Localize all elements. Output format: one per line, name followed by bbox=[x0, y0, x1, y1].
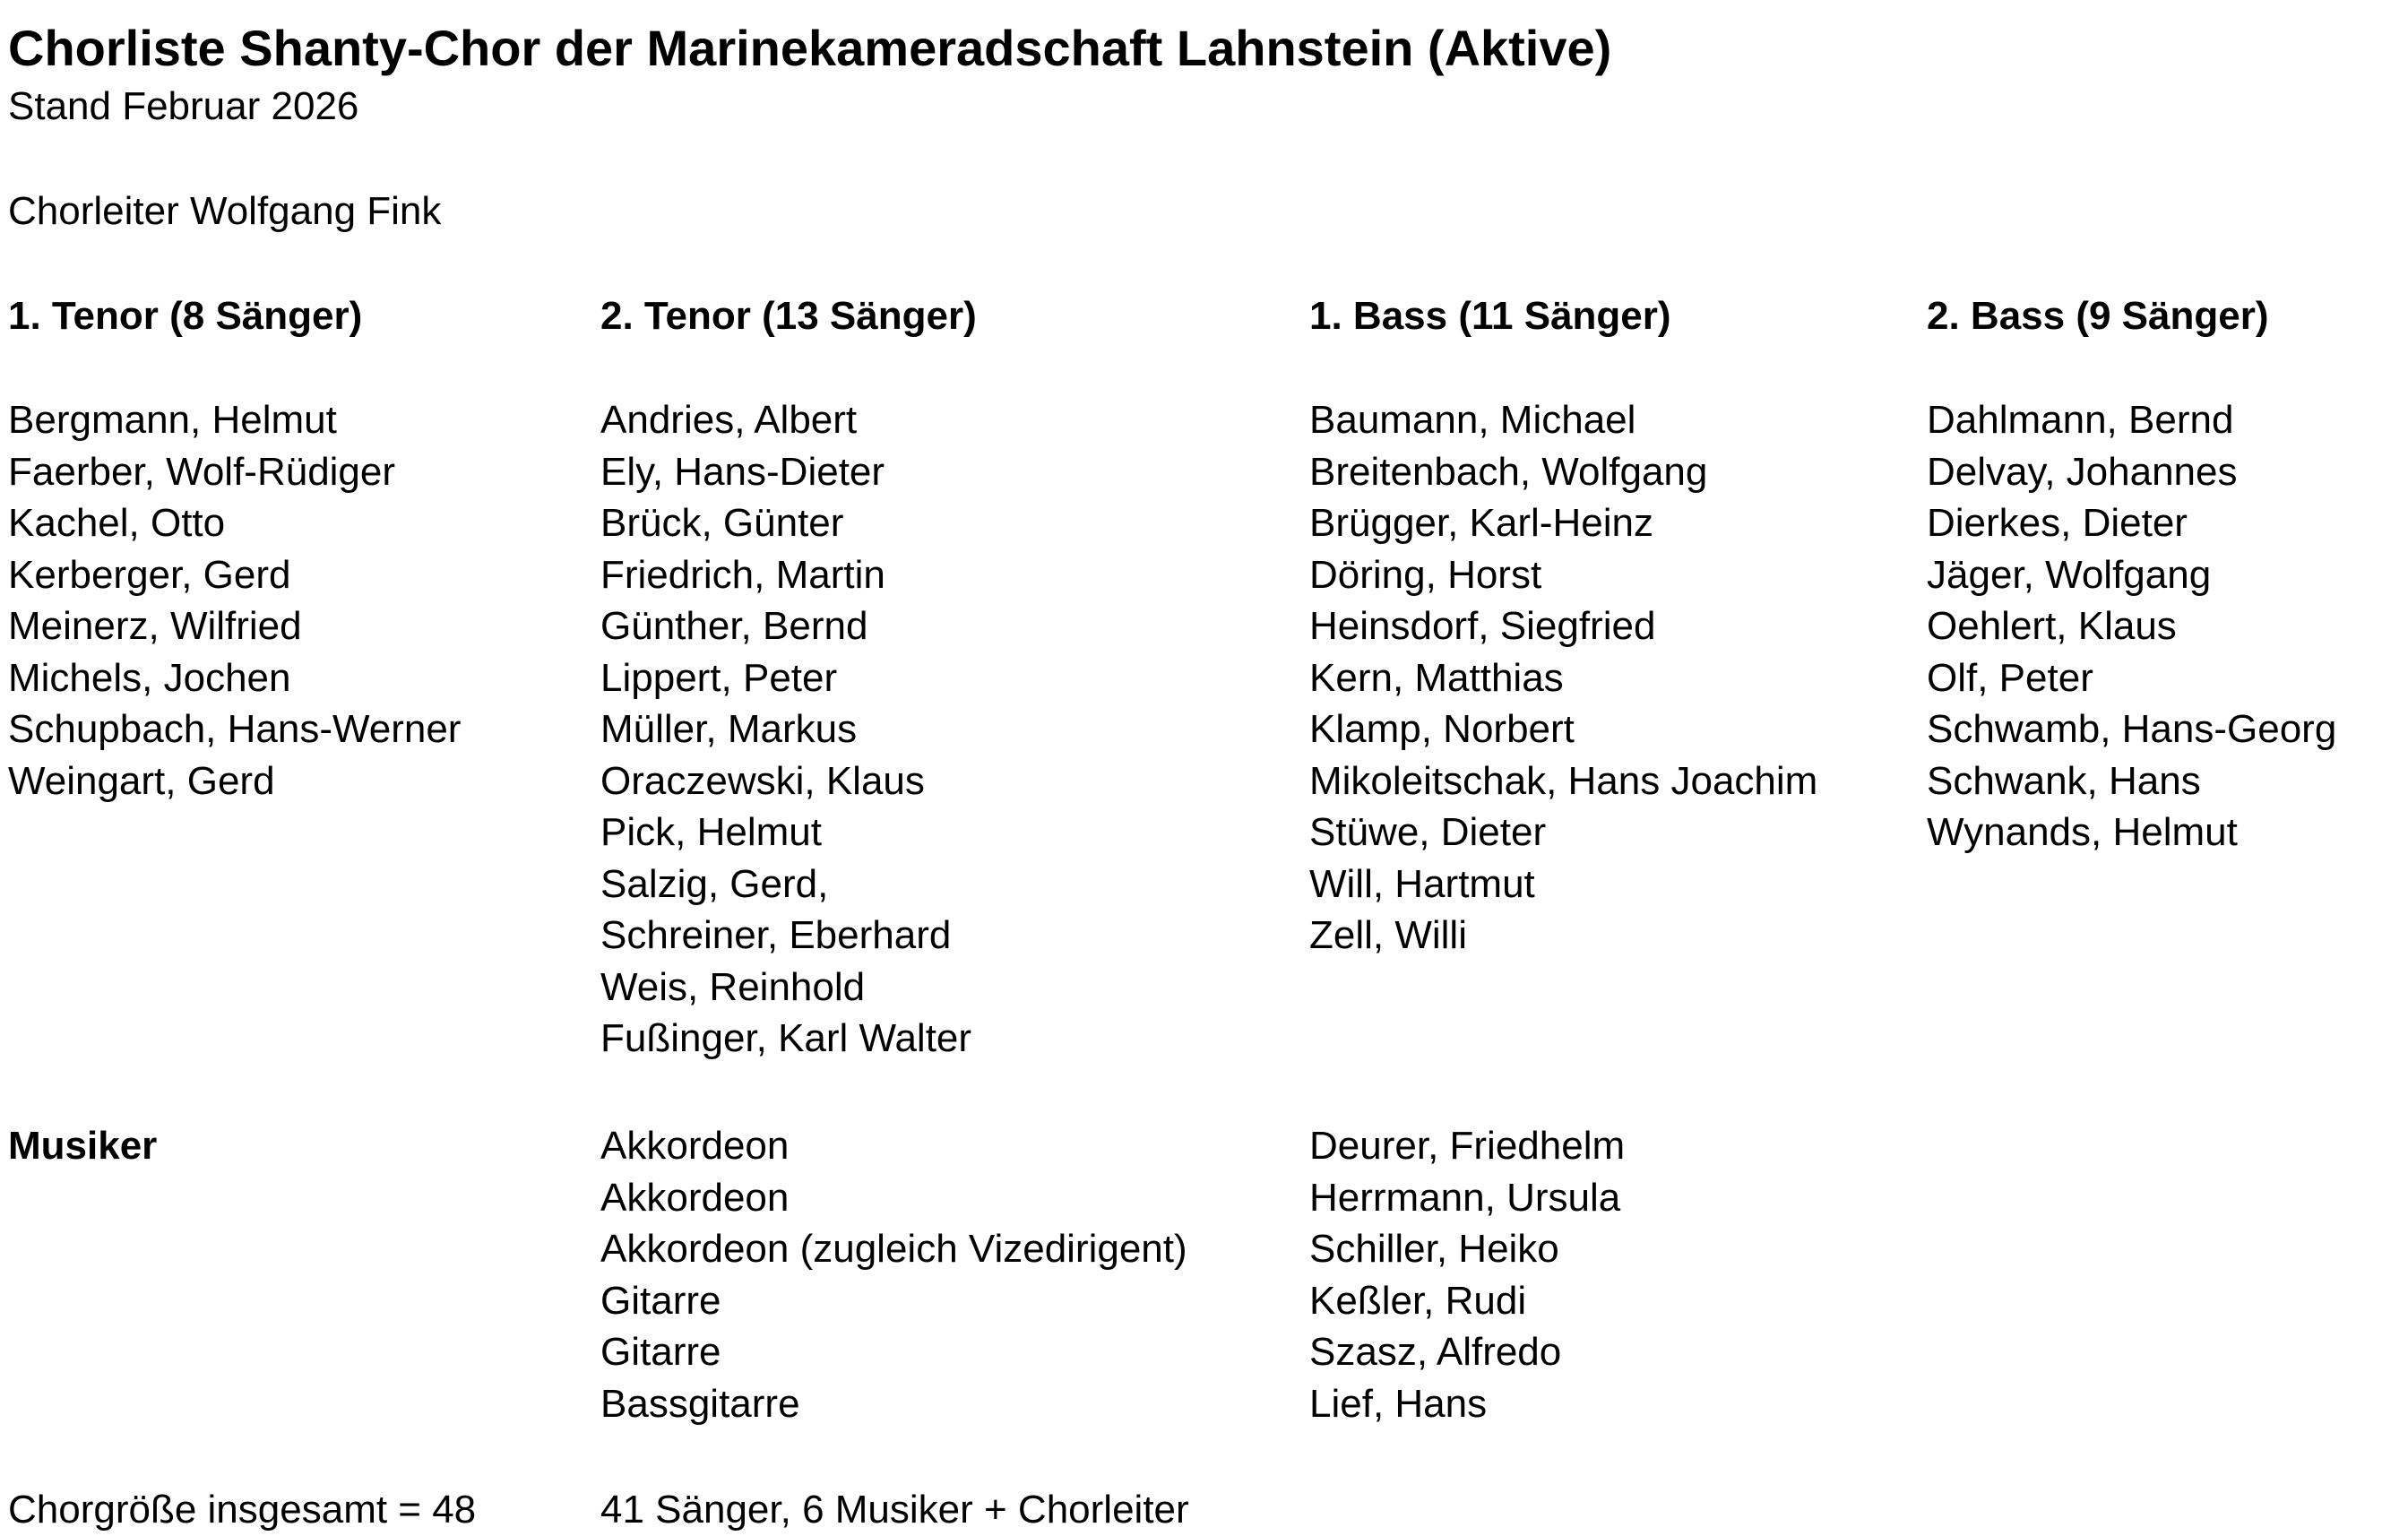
list-item: Jäger, Wolfgang bbox=[1927, 552, 2212, 597]
list-item: Lief, Hans bbox=[1309, 1381, 1488, 1426]
list-item: Brügger, Karl-Heinz bbox=[1309, 501, 1653, 545]
list-item: Weis, Reinhold bbox=[600, 964, 866, 1009]
choir-breakdown: 41 Sänger, 6 Musiker + Chorleiter bbox=[600, 1488, 1189, 1532]
list-item: Meinerz, Wilfried bbox=[8, 604, 302, 648]
musicians-label: Musiker bbox=[8, 1124, 158, 1168]
section-bass-1 bbox=[1309, 290, 1817, 962]
list-item: Oehlert, Klaus bbox=[1927, 604, 2177, 648]
musician-name-list bbox=[1309, 1120, 1625, 1429]
list-item: Dahlmann, Bernd bbox=[1927, 398, 2234, 442]
list-item: Döring, Horst bbox=[1309, 552, 1542, 597]
choir-total: Chorgröße insgesamt = 48 bbox=[8, 1488, 477, 1532]
list-item: Schreiner, Eberhard bbox=[600, 913, 952, 957]
section-tenor-1 bbox=[8, 290, 461, 807]
list-item: Bassgitarre bbox=[600, 1381, 800, 1426]
list-item: Kerberger, Gerd bbox=[8, 552, 291, 597]
musicians-heading bbox=[8, 1120, 157, 1172]
list-item: Andries, Albert bbox=[600, 398, 858, 442]
document-title: Chorliste Shanty-Chor der Marinekameradschaft Lahnstein (Aktive) bbox=[8, 20, 1612, 76]
list-item: Salzig, Gerd, bbox=[600, 861, 829, 906]
list-item: Schiller, Heiko bbox=[1309, 1227, 1559, 1271]
list-item: Breitenbach, Wolfgang bbox=[1309, 449, 1708, 494]
list-item: Friedrich, Martin bbox=[600, 552, 885, 597]
list-item: Schwank, Hans bbox=[1927, 758, 2201, 803]
section-heading: 2. Bass (9 Sänger) bbox=[1927, 294, 2269, 338]
list-item: Bergmann, Helmut bbox=[8, 398, 337, 442]
member-list bbox=[8, 394, 461, 807]
list-item: Kachel, Otto bbox=[8, 501, 226, 545]
list-item: Olf, Peter bbox=[1927, 655, 2093, 700]
list-item: Delvay, Johannes bbox=[1927, 449, 2238, 494]
list-item: Stüwe, Dieter bbox=[1309, 810, 1547, 854]
list-item: Müller, Markus bbox=[600, 707, 858, 751]
list-item: Herrmann, Ursula bbox=[1309, 1175, 1621, 1220]
musician-instrument-list bbox=[600, 1120, 1187, 1429]
list-item: Brück, Günter bbox=[600, 501, 844, 545]
section-tenor-2 bbox=[600, 290, 977, 1065]
list-item: Gitarre bbox=[600, 1330, 721, 1374]
member-list bbox=[600, 394, 977, 1065]
list-item: Mikoleitschak, Hans Joachim bbox=[1309, 758, 1818, 803]
list-item: Keßler, Rudi bbox=[1309, 1278, 1527, 1323]
list-item: Zell, Willi bbox=[1309, 913, 1467, 957]
list-item: Fußinger, Karl Walter bbox=[600, 1016, 972, 1060]
section-heading: 2. Tenor (13 Sänger) bbox=[600, 294, 977, 338]
member-list bbox=[1309, 394, 1817, 962]
list-item: Will, Hartmut bbox=[1309, 861, 1535, 906]
section-heading: 1. Bass (11 Sänger) bbox=[1309, 294, 1671, 338]
list-item: Kern, Matthias bbox=[1309, 655, 1564, 700]
list-item: Lippert, Peter bbox=[600, 655, 838, 700]
list-item: Gitarre bbox=[600, 1278, 721, 1323]
list-item: Schupbach, Hans-Werner bbox=[8, 707, 462, 751]
list-item: Wynands, Helmut bbox=[1927, 810, 2238, 854]
list-item: Ely, Hans-Dieter bbox=[600, 449, 885, 494]
conductor-line: Chorleiter Wolfgang Fink bbox=[8, 189, 442, 233]
document-date: Stand Februar 2026 bbox=[8, 84, 359, 128]
list-item: Akkordeon bbox=[600, 1124, 790, 1168]
list-item: Deurer, Friedhelm bbox=[1309, 1124, 1626, 1168]
list-item: Akkordeon (zugleich Vizedirigent) bbox=[600, 1227, 1187, 1271]
list-item: Klamp, Norbert bbox=[1309, 707, 1575, 751]
list-item: Oraczewski, Klaus bbox=[600, 758, 925, 803]
list-item: Szasz, Alfredo bbox=[1309, 1330, 1562, 1374]
member-list bbox=[1927, 394, 2336, 859]
list-item: Pick, Helmut bbox=[600, 810, 822, 854]
list-item: Günther, Bernd bbox=[600, 604, 868, 648]
list-item: Dierkes, Dieter bbox=[1927, 501, 2188, 545]
list-item: Weingart, Gerd bbox=[8, 758, 275, 803]
list-item: Heinsdorf, Siegfried bbox=[1309, 604, 1656, 648]
list-item: Michels, Jochen bbox=[8, 655, 291, 700]
list-item: Faerber, Wolf-Rüdiger bbox=[8, 449, 396, 494]
list-item: Schwamb, Hans-Georg bbox=[1927, 707, 2337, 751]
list-item: Akkordeon bbox=[600, 1175, 790, 1220]
list-item: Baumann, Michael bbox=[1309, 398, 1636, 442]
section-heading: 1. Tenor (8 Sänger) bbox=[8, 294, 363, 338]
section-bass-2 bbox=[1927, 290, 2336, 859]
